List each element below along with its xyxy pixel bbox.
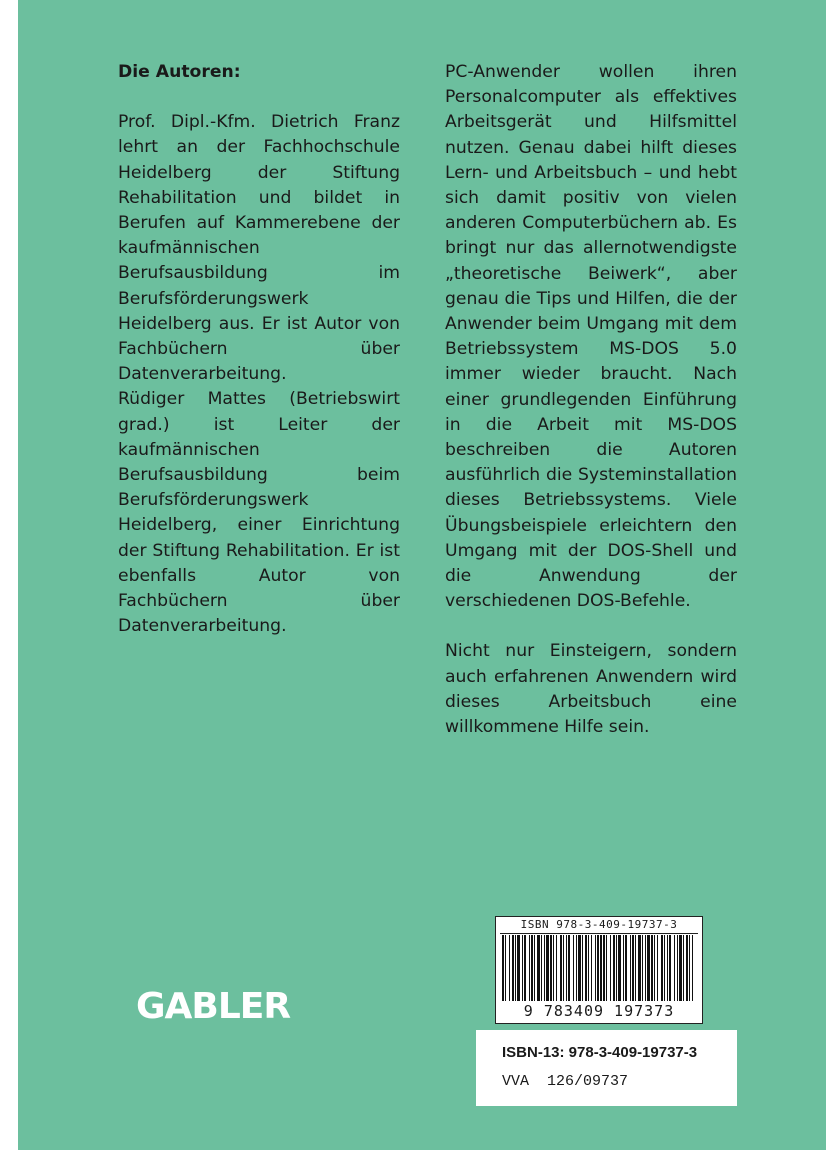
barcode-bar	[576, 935, 577, 1001]
barcode-bar	[645, 935, 646, 1001]
barcode-bar	[606, 935, 607, 1001]
barcode-bar	[541, 935, 542, 1001]
barcode-bar	[667, 935, 668, 1001]
barcode-bar	[522, 935, 523, 1001]
barcode-bar	[563, 935, 564, 1001]
barcode-bar	[585, 935, 587, 1001]
barcode-bar	[689, 935, 690, 1001]
barcode-bars	[500, 935, 698, 1001]
barcode-bar	[613, 935, 615, 1001]
barcode-bar	[635, 935, 636, 1001]
barcode-bar	[546, 935, 549, 1001]
authors-heading: Die Autoren:	[118, 62, 241, 82]
barcode-bar	[578, 935, 581, 1001]
barcode-bar	[603, 935, 605, 1001]
barcode-bar	[509, 935, 510, 1001]
barcode-bar	[677, 935, 678, 1001]
description-paragraph-2: Nicht nur Einsteigern, sondern auch erfahrenen Anwendern wird dieses Arbeitsbuch eine willkommene Hilfe sein.	[445, 641, 737, 738]
barcode-bar	[616, 935, 617, 1001]
authors-column	[118, 60, 400, 639]
barcode-bar	[595, 935, 596, 1001]
barcode	[495, 916, 703, 1024]
barcode-bar	[625, 935, 627, 1001]
barcode-bar	[651, 935, 653, 1001]
sticker-vva: VVA 126/09737	[502, 1073, 629, 1090]
barcode-bar	[618, 935, 621, 1001]
sticker-isbn13: ISBN-13: 978-3-409-19737-3	[502, 1044, 698, 1061]
barcode-bar	[566, 935, 567, 1001]
barcode-bar	[664, 935, 665, 1001]
barcode-bar	[669, 935, 671, 1001]
barcode-bar	[531, 935, 533, 1001]
author-bio-mattes: Rüdiger Mattes (Betriebswirt grad.) ist Leiter der kaufmännischen Berufsausbildung beim Berufsförderungswerk Heidelberg, einer Einrichtung der Stiftung Rehabilitation. Er ist ebenfalls Autor von Fachbüchern über Datenverarbeitung.	[118, 389, 400, 637]
barcode-bar	[568, 935, 570, 1001]
barcode-bar	[529, 935, 530, 1001]
barcode-bar	[553, 935, 554, 1001]
barcode-bar	[647, 935, 650, 1001]
barcode-bar	[654, 935, 655, 1001]
barcode-bar	[560, 935, 562, 1001]
barcode-bar	[534, 935, 535, 1001]
barcode-bar	[600, 935, 602, 1001]
barcode-bar	[582, 935, 583, 1001]
barcode-digits: 9 783409 197373	[523, 1002, 675, 1020]
barcode-bar	[638, 935, 641, 1001]
barcode-bar	[512, 935, 514, 1001]
back-cover	[18, 0, 826, 1150]
isbn-sticker	[476, 1030, 737, 1106]
barcode-bar	[610, 935, 611, 1001]
barcode-bar	[657, 935, 658, 1001]
barcode-bar	[674, 935, 675, 1001]
description-paragraph-1: PC-Anwender wollen ihren Personalcomputer als effektives Arbeitsgerät und Hilfsmittel nutzen. Genau dabei hilft dieses Lern- und Arbeitsbuch – und hebt sich damit positiv von vielen anderen Computerbüchern ab. Es bringt nur das allernotwendigste „theoretische Beiwerk“, aber genau die Tips und Hilfen, die der Anwender beim Umgang mit dem Betriebssystem MS-DOS 5.0 immer wieder braucht. Nach einer grundlegenden Einführung in die Arbeit mit MS-DOS beschreiben die Autoren ausführlich die Systeminstallation dieses Betriebssystems. Viele Übungsbeispiele erleichtern den Umgang mit der DOS-Shell und die Anwendung der verschiedenen DOS-Befehle.	[445, 62, 737, 612]
barcode-bar	[517, 935, 520, 1001]
barcode-isbn-label: ISBN 978-3-409-19737-3	[520, 918, 678, 931]
barcode-bar	[515, 935, 516, 1001]
description-column	[445, 60, 737, 740]
barcode-bar	[588, 935, 589, 1001]
barcode-bar	[679, 935, 682, 1001]
barcode-bar	[550, 935, 552, 1001]
barcode-bar	[573, 935, 574, 1001]
publisher-logo: GABLER	[136, 986, 291, 1027]
barcode-bar	[537, 935, 540, 1001]
barcode-bar	[556, 935, 557, 1001]
barcode-bar	[505, 935, 506, 1001]
barcode-bar	[642, 935, 643, 1001]
barcode-bar	[686, 935, 688, 1001]
author-bio-franz: Prof. Dipl.-Kfm. Dietrich Franz lehrt an der Fachhochschule Heidelberg der Stiftung Rehabilitation und bildet in Berufen auf Kammerebene der kaufmännischen Berufsausbildung im Berufsförderungswerk Heidelberg aus. Er ist Autor von Fachbüchern über Datenverarbeitung.	[118, 112, 400, 385]
barcode-bar	[692, 935, 693, 1001]
barcode-bar	[502, 935, 504, 1001]
barcode-bar	[661, 935, 663, 1001]
barcode-bar	[683, 935, 684, 1001]
barcode-bar	[524, 935, 526, 1001]
barcode-bar	[630, 935, 631, 1001]
barcode-bar	[591, 935, 592, 1001]
barcode-bar	[544, 935, 545, 1001]
barcode-bar	[623, 935, 624, 1001]
barcode-bar	[632, 935, 634, 1001]
barcode-bar	[597, 935, 599, 1001]
